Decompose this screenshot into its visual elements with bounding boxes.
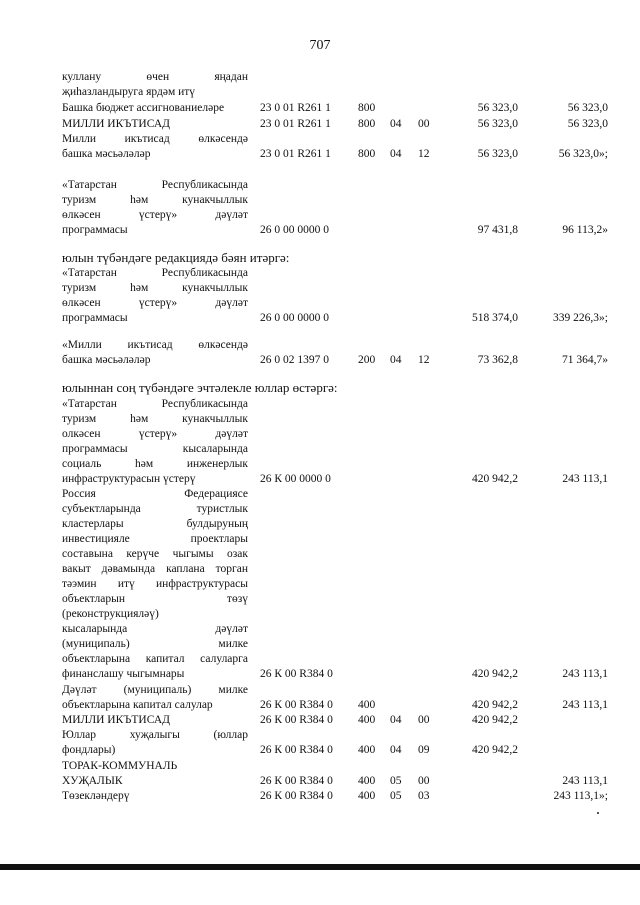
- amount-year-2: 243 113,1»;: [553, 790, 608, 802]
- table-row: [0, 607, 640, 621]
- expense-type-code: 400: [358, 714, 376, 726]
- subsection-code: 12: [418, 354, 430, 366]
- amount-year-1: 420 942,2: [472, 668, 518, 680]
- expense-type-code: 400: [358, 775, 376, 787]
- section-code: 05: [390, 790, 402, 802]
- row-name: өлкәсен үстерү» дәүләт: [62, 297, 248, 309]
- table-row: [0, 713, 640, 727]
- row-name: социаль һәм инженерлык: [62, 458, 248, 470]
- row-name: «Татарстан Республикасында: [62, 179, 248, 191]
- table-row: [0, 562, 640, 576]
- table-row: [0, 427, 640, 441]
- section-code: 04: [390, 354, 402, 366]
- table-row: [0, 311, 640, 325]
- table-row: [0, 442, 640, 456]
- row-name: субъектларында туристлык: [62, 503, 248, 515]
- row-name: Милли икътисад өлкәсендә: [62, 133, 248, 145]
- expense-type-code: 800: [358, 118, 376, 130]
- row-name: МИЛЛИ ИКЪТИСАД: [62, 714, 170, 726]
- row-name: объектларына капитал салуларга: [62, 653, 248, 665]
- table-row: [0, 281, 640, 295]
- row-name: Башка бюджет ассигнованиеләре: [62, 102, 225, 114]
- amount-year-1: 420 942,2: [472, 714, 518, 726]
- target-article-code: 23 0 01 R261 1: [260, 118, 331, 130]
- table-row: [0, 547, 640, 561]
- section-code: 04: [390, 744, 402, 756]
- table-row: [0, 266, 640, 280]
- row-name: финанслашу чыгымнары: [62, 668, 185, 680]
- table-row: [0, 577, 640, 591]
- row-name: инфраструктурасын үстерү: [62, 473, 196, 485]
- expense-type-code: 200: [358, 354, 376, 366]
- table-row: [0, 251, 640, 265]
- row-name: юлын түбәндәге редакциядә бәян итәргә:: [62, 250, 290, 265]
- amount-year-1: 56 323,0: [477, 102, 518, 114]
- table-row: [0, 728, 640, 742]
- amount-year-2: 56 323,0: [567, 102, 608, 114]
- amount-year-1: 420 942,2: [472, 744, 518, 756]
- table-row: [0, 85, 640, 99]
- expense-type-code: 400: [358, 744, 376, 756]
- section-code: 05: [390, 775, 402, 787]
- expense-type-code: 400: [358, 790, 376, 802]
- row-name: туризм һәм кунакчыллык: [62, 194, 248, 206]
- amount-year-2: 243 113,1: [562, 668, 608, 680]
- row-name: «Милли икътисад өлкәсендә: [62, 339, 248, 351]
- table-row: [0, 223, 640, 237]
- target-article-code: 26 0 02 1397 0: [260, 354, 329, 366]
- amount-year-2: 243 113,1: [562, 775, 608, 787]
- table-row: [0, 132, 640, 146]
- table-row: [0, 789, 640, 803]
- table-row: [0, 652, 640, 666]
- row-name: программасы кысаларында: [62, 443, 248, 455]
- amount-year-1: 97 431,8: [477, 224, 518, 236]
- row-name: составына керүче чыгымы озак: [62, 548, 248, 560]
- table-row: [0, 532, 640, 546]
- scan-bottom-border: [0, 864, 640, 870]
- row-name: объектларына капитал салулар: [62, 699, 213, 711]
- target-article-code: 26 К 00 R384 0: [260, 668, 333, 680]
- row-name: (муниципаль) милке: [62, 638, 248, 650]
- amount-year-2: 71 364,7»: [562, 354, 608, 366]
- row-name: туризм һәм кунакчыллык: [62, 413, 248, 425]
- row-name: өлкәсен үстерү» дәүләт: [62, 209, 248, 221]
- row-name: кластерлары булдыруның: [62, 518, 248, 530]
- table-row: [0, 397, 640, 411]
- table-row: [0, 457, 640, 471]
- row-name: Төзекләндерү: [62, 790, 130, 802]
- row-name: инвестицияле проектлары: [62, 533, 248, 545]
- expense-type-code: 800: [358, 102, 376, 114]
- target-article-code: 26 0 00 0000 0: [260, 312, 329, 324]
- section-code: 04: [390, 148, 402, 160]
- target-article-code: 26 К 00 R384 0: [260, 744, 333, 756]
- table-row: [0, 101, 640, 115]
- target-article-code: 26 К 00 R384 0: [260, 775, 333, 787]
- amount-year-2: 243 113,1: [562, 699, 608, 711]
- target-article-code: 26 К 00 R384 0: [260, 790, 333, 802]
- row-name: программасы: [62, 312, 128, 324]
- table-row: [0, 338, 640, 352]
- table-row: [0, 70, 640, 84]
- table-row: [0, 743, 640, 757]
- table-row: [0, 178, 640, 192]
- subsection-code: 00: [418, 714, 430, 726]
- scan-speck: [597, 812, 599, 814]
- row-name: ХУҖАЛЫК: [62, 775, 123, 787]
- section-code: 04: [390, 714, 402, 726]
- amount-year-1: 420 942,2: [472, 473, 518, 485]
- subsection-code: 03: [418, 790, 430, 802]
- table-row: [0, 774, 640, 788]
- table-row: [0, 487, 640, 501]
- table-row: [0, 412, 640, 426]
- table-row: [0, 472, 640, 486]
- amount-year-1: 56 323,0: [477, 118, 518, 130]
- amount-year-2: 56 323,0»;: [558, 148, 608, 160]
- amount-year-1: 56 323,0: [477, 148, 518, 160]
- table-row: [0, 502, 640, 516]
- amount-year-2: 96 113,2»: [562, 224, 608, 236]
- subsection-code: 00: [418, 775, 430, 787]
- table-row: [0, 759, 640, 773]
- row-name: Дәүләт (муниципаль) милке: [62, 684, 248, 696]
- row-name: җиһазландыруга ярдәм итү: [62, 86, 196, 98]
- page-number: 707: [309, 38, 331, 53]
- table-row: [0, 637, 640, 651]
- target-article-code: 26 0 00 0000 0: [260, 224, 329, 236]
- subsection-code: 09: [418, 744, 430, 756]
- row-name: куллану өчен яңадан: [62, 71, 248, 83]
- row-name: юлыннан соң түбәндәге эчтәлекле юллар өстәргә:: [62, 380, 338, 395]
- row-name: Юллар хуҗалыгы (юллар: [62, 729, 248, 741]
- table-row: [0, 683, 640, 697]
- table-row: [0, 147, 640, 161]
- target-article-code: 23 0 01 R261 1: [260, 148, 331, 160]
- row-name: вакыт дәвамында каплана торган: [62, 563, 248, 575]
- table-row: [0, 592, 640, 606]
- amount-year-2: 243 113,1: [562, 473, 608, 485]
- amount-year-1: 420 942,2: [472, 699, 518, 711]
- subsection-code: 00: [418, 118, 430, 130]
- table-row: [0, 117, 640, 131]
- amount-year-2: 56 323,0: [567, 118, 608, 130]
- row-name: МИЛЛИ ИКЪТИСАД: [62, 118, 170, 130]
- expense-type-code: 400: [358, 699, 376, 711]
- table-row: [0, 517, 640, 531]
- table-row: [0, 622, 640, 636]
- row-name: «Татарстан Республикасында: [62, 398, 248, 410]
- row-name: туризм һәм кунакчыллык: [62, 282, 248, 294]
- row-name: кысаларында дәүләт: [62, 623, 248, 635]
- row-name: ТОРАК-КОММУНАЛЬ: [62, 760, 178, 772]
- row-name: «Татарстан Республикасында: [62, 267, 248, 279]
- expense-type-code: 800: [358, 148, 376, 160]
- target-article-code: 23 0 01 R261 1: [260, 102, 331, 114]
- table-row: [0, 381, 640, 395]
- row-name: башка мәсьәләләр: [62, 354, 151, 366]
- amount-year-1: 518 374,0: [472, 312, 518, 324]
- row-name: Россия Федерациясе: [62, 488, 248, 500]
- table-row: [0, 353, 640, 367]
- row-name: башка мәсьәләләр: [62, 148, 151, 160]
- row-name: объектларын төзү: [62, 593, 248, 605]
- amount-year-2: 339 226,3»;: [553, 312, 608, 324]
- amount-year-1: 73 362,8: [477, 354, 518, 366]
- section-code: 04: [390, 118, 402, 130]
- target-article-code: 26 К 00 R384 0: [260, 714, 333, 726]
- row-name: (реконструкцияләү): [62, 608, 159, 620]
- table-row: [0, 667, 640, 681]
- target-article-code: 26 К 00 R384 0: [260, 699, 333, 711]
- row-name: фондлары): [62, 744, 116, 756]
- row-name: тәэмин итү инфраструктурасы: [62, 578, 248, 590]
- row-name: программасы: [62, 224, 128, 236]
- target-article-code: 26 К 00 0000 0: [260, 473, 331, 485]
- table-row: [0, 208, 640, 222]
- subsection-code: 12: [418, 148, 430, 160]
- table-row: [0, 296, 640, 310]
- row-name: олкәсен үстерү» дәүләт: [62, 428, 248, 440]
- table-row: [0, 193, 640, 207]
- table-row: [0, 698, 640, 712]
